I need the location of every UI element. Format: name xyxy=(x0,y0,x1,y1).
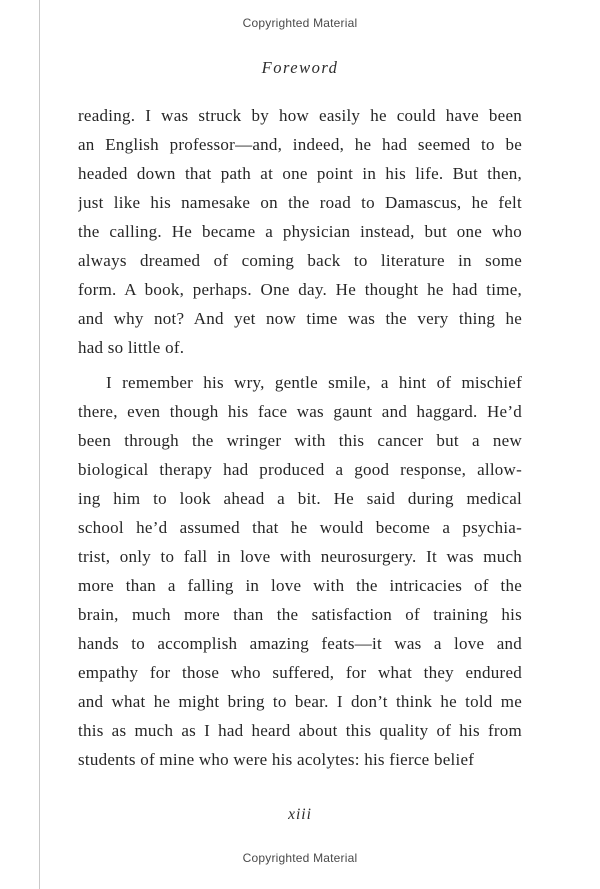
text-line: form. A book, perhaps. One day. He thought he had time, xyxy=(78,280,522,299)
text-line: always dreamed of coming back to literature in some xyxy=(78,251,522,270)
text-line: this as much as I had heard about this quality of his from xyxy=(78,721,522,740)
page-edge-line xyxy=(39,0,40,889)
text-line: brain, much more than the satisfaction of training his xyxy=(78,605,522,624)
text-line: biological therapy had produced a good response, allow- xyxy=(78,460,522,479)
text-line: ing him to look ahead a bit. He said during medical xyxy=(78,489,522,508)
paragraph xyxy=(78,101,522,362)
paragraph xyxy=(78,368,522,774)
copyright-notice-bottom: Copyrighted Material xyxy=(242,851,358,865)
body-text xyxy=(78,101,522,774)
text-line: more than a falling in love with the intricacies of the xyxy=(78,576,522,595)
text-line: had so little of. xyxy=(78,338,185,357)
text-line: I remember his wry, gentle smile, a hint of mischief xyxy=(106,373,522,392)
text-line: hands to accomplish amazing feats—it was a love and xyxy=(78,634,522,653)
text-line: and why not? And yet now time was the very thing he xyxy=(78,309,522,328)
text-line: reading. I was struck by how easily he could have been xyxy=(78,106,522,125)
chapter-title: Foreword xyxy=(261,58,339,77)
copyright-notice-top: Copyrighted Material xyxy=(242,16,358,30)
text-line: headed down that path at one point in his life. But then, xyxy=(78,164,522,183)
text-line: just like his namesake on the road to Damascus, he felt xyxy=(78,193,522,212)
text-line: students of mine who were his acolytes: his fierce belief xyxy=(78,750,475,769)
text-line: trist, only to fall in love with neurosurgery. It was much xyxy=(78,547,522,566)
page-number: xiii xyxy=(288,806,312,823)
text-line: and what he might bring to bear. I don’t think he told me xyxy=(78,692,522,711)
text-line: empathy for those who suffered, for what they endured xyxy=(78,663,522,682)
text-line: the calling. He became a physician instead, but one who xyxy=(78,222,522,241)
text-line: there, even though his face was gaunt and haggard. He’d xyxy=(78,402,522,421)
text-line: school he’d assumed that he would become a psychia- xyxy=(78,518,522,537)
text-line: been through the wringer with this cancer but a new xyxy=(78,431,522,450)
text-line: an English professor—and, indeed, he had seemed to be xyxy=(78,135,522,154)
